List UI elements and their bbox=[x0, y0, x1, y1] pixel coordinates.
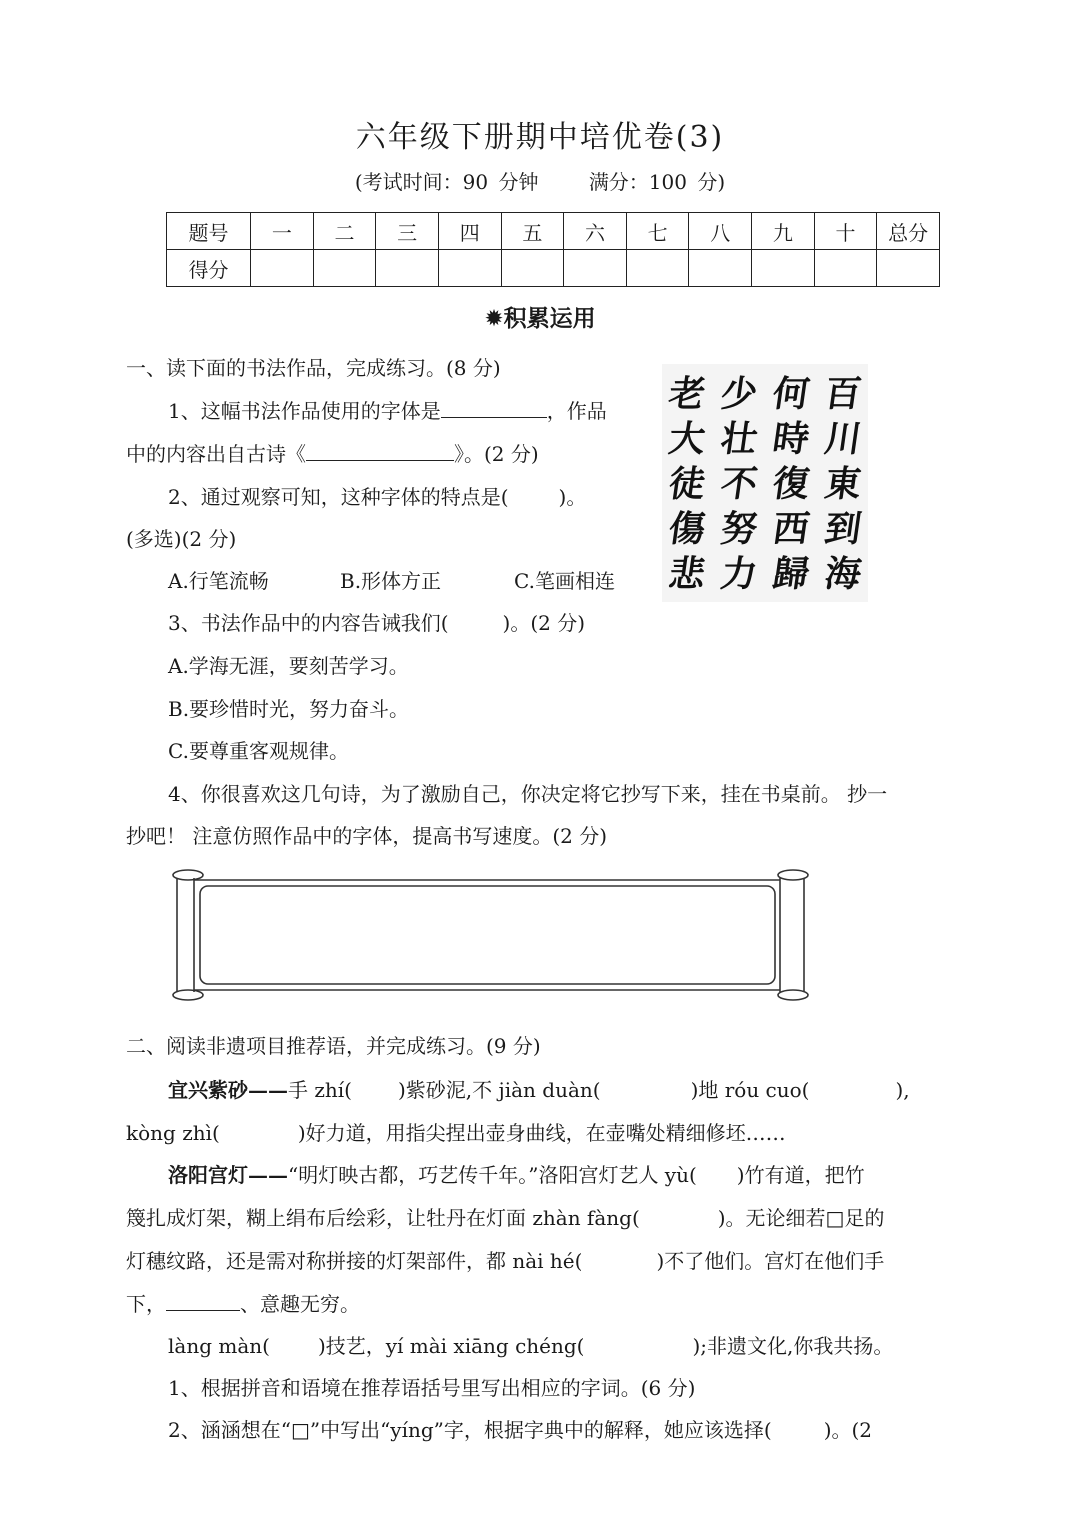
score-header-cell: 二 bbox=[313, 213, 376, 250]
calligraphy-column bbox=[820, 372, 866, 597]
score-table-header-row bbox=[167, 213, 940, 250]
calligraphy-char: 壮 bbox=[718, 418, 761, 460]
calligraphy-char: 海 bbox=[822, 553, 865, 595]
score-header-cell: 九 bbox=[752, 213, 815, 250]
calligraphy-char: 百 bbox=[822, 373, 865, 415]
full-score: 满分：100 分) bbox=[588, 170, 726, 194]
calligraphy-char: 徒 bbox=[666, 463, 709, 505]
score-header-cell: 一 bbox=[251, 213, 314, 250]
score-cell[interactable] bbox=[626, 250, 689, 287]
part1-q2-note: (多选)(2 分) bbox=[126, 527, 237, 551]
score-cell[interactable] bbox=[313, 250, 376, 287]
calligraphy-char: 復 bbox=[770, 463, 813, 505]
calligraphy-char: 時 bbox=[770, 418, 813, 460]
part1-q3: 3、书法作品中的内容告诫我们( )。(2 分) bbox=[168, 611, 586, 635]
part2-p1-line2: kòng zhì( )好力道，用指尖捏出壶身曲线，在壶嘴处精细修坯…… bbox=[126, 1121, 786, 1145]
calligraphy-char: 西 bbox=[770, 508, 813, 550]
part2-p1-line1: 宜兴紫砂——手 zhí( )紫砂泥,不 jiàn duàn( )地 róu cuo( ), bbox=[168, 1078, 910, 1102]
calligraphy-char: 川 bbox=[822, 418, 865, 460]
calligraphy-char: 何 bbox=[770, 373, 813, 415]
page-title: 六年级下册期中培优卷(3) bbox=[355, 120, 725, 155]
part1-q1-line2: 中的内容出自古诗《 》。(2 分) bbox=[126, 442, 539, 466]
part1-q2: 2、通过观察可知，这种字体的特点是( )。 bbox=[168, 485, 587, 509]
q3-option-b: B.要珍惜时光，努力奋斗。 bbox=[168, 697, 410, 721]
score-header-cell: 八 bbox=[689, 213, 752, 250]
score-header-cell: 十 bbox=[814, 213, 877, 250]
calligraphy-column bbox=[716, 372, 762, 597]
score-header-cell: 题号 bbox=[167, 213, 251, 250]
q3-option-c: C.要尊重客观规律。 bbox=[168, 739, 349, 763]
answer-blank[interactable] bbox=[166, 1290, 240, 1311]
calligraphy-char: 傷 bbox=[666, 508, 709, 550]
answer-blank[interactable] bbox=[441, 397, 547, 418]
score-header-cell: 七 bbox=[626, 213, 689, 250]
scroll-inner-frame bbox=[200, 886, 775, 984]
part2-p2-line4: 下， 、意趣无穷。 bbox=[126, 1292, 360, 1316]
calligraphy-char: 少 bbox=[718, 373, 761, 415]
q3-option-a: A.学海无涯，要刻苦学习。 bbox=[168, 654, 409, 678]
score-header-cell: 五 bbox=[501, 213, 564, 250]
score-cell[interactable] bbox=[752, 250, 815, 287]
exam-time: (考试时间：90 分钟 bbox=[354, 170, 539, 194]
part2-q2: 2、涵涵想在“□”中写出“yíng”字，根据字典中的解释，她应该选择( )。(2 bbox=[168, 1418, 873, 1442]
part1-heading: 一、读下面的书法作品，完成练习。(8 分) bbox=[126, 356, 501, 380]
score-cell[interactable] bbox=[564, 250, 627, 287]
calligraphy-image bbox=[662, 364, 868, 602]
calligraphy-char: 大 bbox=[666, 418, 709, 460]
part2-q1: 1、根据拼音和语境在推荐语括号里写出相应的字词。(6 分) bbox=[168, 1376, 696, 1400]
option-c: C.笔画相连 bbox=[514, 569, 615, 593]
calligraphy-char: 努 bbox=[718, 508, 761, 550]
score-cell[interactable] bbox=[877, 250, 940, 287]
part2-p2-line1: 洛阳宫灯——“明灯映古都，巧艺传千年。”洛阳宫灯艺人 yù( )竹有道，把竹 bbox=[168, 1163, 865, 1187]
exam-info bbox=[0, 166, 1080, 195]
score-table bbox=[166, 212, 940, 287]
calligraphy-char: 老 bbox=[666, 373, 709, 415]
part1-q4-line1: 4、你很喜欢这几句诗，为了激励自己，你决定将它抄写下来，挂在书桌前。 抄一 bbox=[168, 782, 888, 806]
score-cell[interactable] bbox=[689, 250, 752, 287]
score-cell[interactable] bbox=[376, 250, 439, 287]
calligraphy-char: 到 bbox=[822, 508, 865, 550]
part2-p3: làng màn( )技艺，yí mài xiāng chéng( );非遗文化,你我共扬。 bbox=[168, 1334, 894, 1358]
calligraphy-column bbox=[768, 372, 814, 597]
option-b: B.形体方正 bbox=[340, 569, 442, 593]
score-cell[interactable] bbox=[438, 250, 501, 287]
part1-q4-line2: 抄吧！ 注意仿照作品中的字体，提高书写速度。(2 分) bbox=[126, 824, 608, 848]
calligraphy-char: 東 bbox=[822, 463, 865, 505]
option-a: A.行笔流畅 bbox=[168, 569, 269, 593]
score-cell[interactable] bbox=[814, 250, 877, 287]
calligraphy-char: 不 bbox=[718, 463, 761, 505]
score-header-cell: 三 bbox=[376, 213, 439, 250]
score-table-score-row bbox=[167, 250, 940, 287]
section-title: ✹积累运用 bbox=[484, 306, 596, 332]
score-header-cell: 总分 bbox=[877, 213, 940, 250]
calligraphy-char: 歸 bbox=[770, 553, 813, 595]
score-header-cell: 六 bbox=[564, 213, 627, 250]
score-header-cell: 四 bbox=[438, 213, 501, 250]
score-row-label: 得分 bbox=[167, 250, 251, 287]
score-cell[interactable] bbox=[501, 250, 564, 287]
part2-p2-line3: 灯穗纹路，还是需对称拼接的灯架部件，都 nài hé( )不了他们。宫灯在他们手 bbox=[126, 1249, 885, 1273]
answer-blank[interactable] bbox=[306, 440, 454, 461]
score-cell[interactable] bbox=[251, 250, 314, 287]
part2-p2-line2: 篾扎成灯架，糊上绢布后绘彩，让牡丹在灯面 zhàn fàng( )。无论细若□足的 bbox=[126, 1206, 885, 1230]
calligraphy-char: 力 bbox=[718, 553, 761, 595]
calligraphy-char: 悲 bbox=[666, 553, 709, 595]
scroll-writing-area[interactable] bbox=[170, 866, 815, 1002]
part1-q1-line1: 1、这幅书法作品使用的字体是 ，作品 bbox=[168, 399, 607, 423]
calligraphy-column bbox=[664, 372, 710, 597]
part2-heading: 二、阅读非遗项目推荐语，并完成练习。(9 分) bbox=[126, 1034, 541, 1058]
